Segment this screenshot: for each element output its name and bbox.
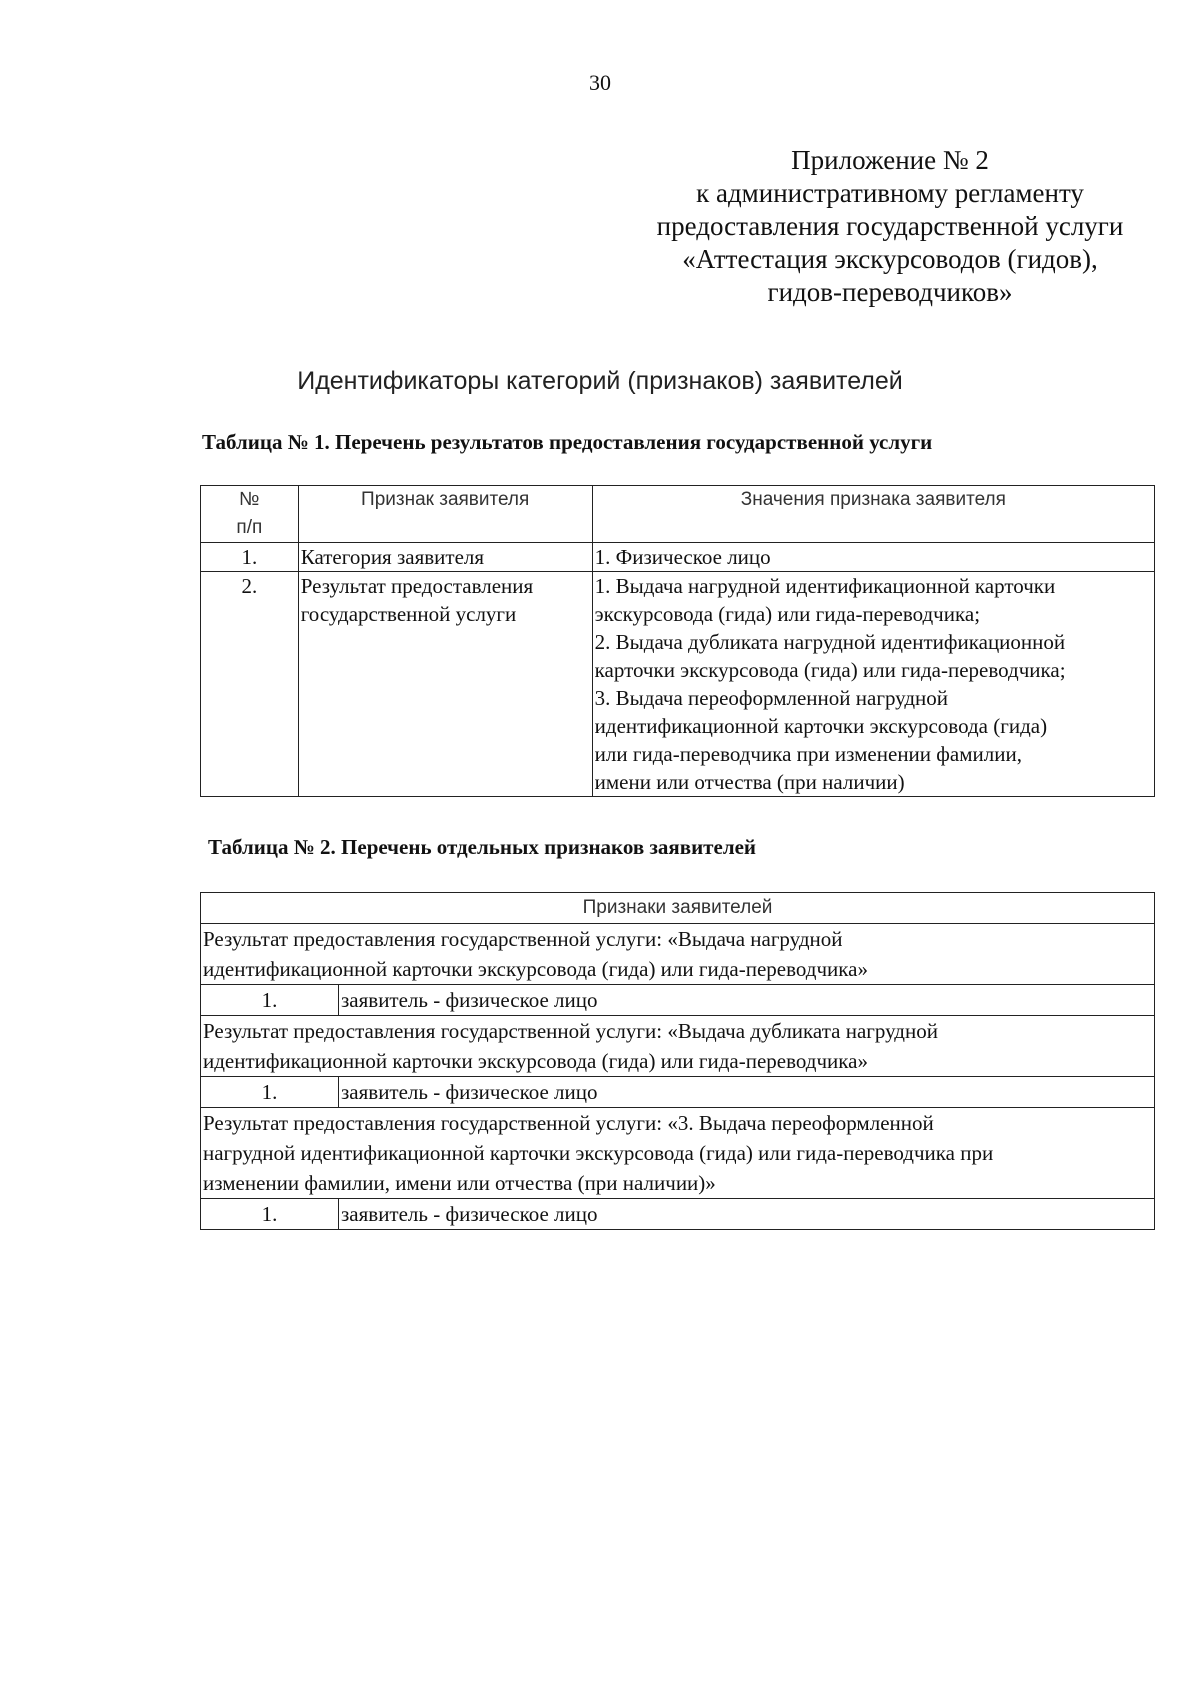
row-value <box>592 543 1154 572</box>
group-title-line: Результат предоставления государственной услуги: «3. Выдача переоформленной <box>203 1111 934 1135</box>
annex-line: Приложение № 2 <box>791 145 989 175</box>
table-header-row <box>201 893 1155 924</box>
group-title-line: идентификационной карточки экскурсовода (гида) или гида-переводчика» <box>203 957 868 981</box>
group-title <box>201 924 1155 985</box>
row-item: заявитель - физическое лицо <box>339 985 1155 1016</box>
table2 <box>200 892 1155 1230</box>
table-row <box>201 985 1155 1016</box>
row-sign <box>298 572 592 797</box>
table1-heading: Таблица № 1. Перечень результатов предоставления государственной услуги <box>202 430 933 454</box>
row-number: 1. <box>201 985 339 1016</box>
value-line: 2. Выдача дубликата нагрудной идентификационной <box>594 630 1066 654</box>
table-row <box>201 543 1155 572</box>
page-number: 30 <box>589 70 611 95</box>
annex-block <box>640 144 1140 309</box>
row-value <box>592 572 1154 797</box>
group-title-row <box>201 1108 1155 1199</box>
header-cell-num <box>201 486 299 543</box>
document-title: Идентификаторы категорий (признаков) заявителей <box>297 367 903 395</box>
table-header-row <box>201 486 1155 543</box>
group-title-line: Результат предоставления государственной услуги: «Выдача дубликата нагрудной <box>203 1019 938 1043</box>
value-line: экскурсовода (гида) или гида-переводчика; <box>594 602 981 626</box>
group-title-row <box>201 924 1155 985</box>
row-number: 1. <box>201 543 299 572</box>
table-row <box>201 572 1155 797</box>
header-cell-sign: Признак заявителя <box>298 486 592 543</box>
group-title-line: нагрудной идентификационной карточки экскурсовода (гида) или гида-переводчика при <box>203 1141 994 1165</box>
value-line: или гида-переводчика при изменении фамилии, <box>594 742 1022 766</box>
group-title <box>201 1108 1155 1199</box>
row-item: заявитель - физическое лицо <box>339 1199 1155 1230</box>
group-title-line: идентификационной карточки экскурсовода (гида) или гида-переводчика» <box>203 1049 868 1073</box>
sign-line: государственной услуги <box>300 602 517 626</box>
sign-line: Результат предоставления <box>300 574 534 598</box>
row-sign: Категория заявителя <box>298 543 592 572</box>
header-num-line: п/п <box>236 517 263 538</box>
value-line: 3. Выдача переоформленной нагрудной <box>594 686 949 710</box>
value-line: имени или отчества (при наличии) <box>594 770 905 794</box>
row-number: 1. <box>201 1077 339 1108</box>
table-row <box>201 1199 1155 1230</box>
value-line: 1. Выдача нагрудной идентификационной карточки <box>594 574 1056 598</box>
row-item: заявитель - физическое лицо <box>339 1077 1155 1108</box>
group-title-line: Результат предоставления государственной услуги: «Выдача нагрудной <box>203 927 843 951</box>
annex-line: «Аттестация экскурсоводов (гидов), <box>682 244 1098 274</box>
annex-line: предоставления государственной услуги <box>656 211 1124 241</box>
header-num-line: № <box>239 489 260 510</box>
header-cell-value: Значения признака заявителя <box>592 486 1154 543</box>
annex-line: гидов-переводчиков» <box>767 277 1013 307</box>
row-number: 1. <box>201 1199 339 1230</box>
group-title <box>201 1016 1155 1077</box>
value-line: идентификационной карточки экскурсовода (гида) <box>594 714 1048 738</box>
group-title-line: изменении фамилии, имени или отчества (при наличии)» <box>203 1171 716 1195</box>
value-line: 1. Физическое лицо <box>594 545 771 569</box>
table2-heading: Таблица № 2. Перечень отдельных признаков заявителей <box>208 835 757 859</box>
header-cell: Признаки заявителей <box>201 893 1155 924</box>
table-row <box>201 1077 1155 1108</box>
table1 <box>200 485 1155 797</box>
annex-line: к административному регламенту <box>696 178 1084 208</box>
row-number: 2. <box>201 572 299 797</box>
value-line: карточки экскурсовода (гида) или гида-переводчика; <box>594 658 1066 682</box>
group-title-row <box>201 1016 1155 1077</box>
